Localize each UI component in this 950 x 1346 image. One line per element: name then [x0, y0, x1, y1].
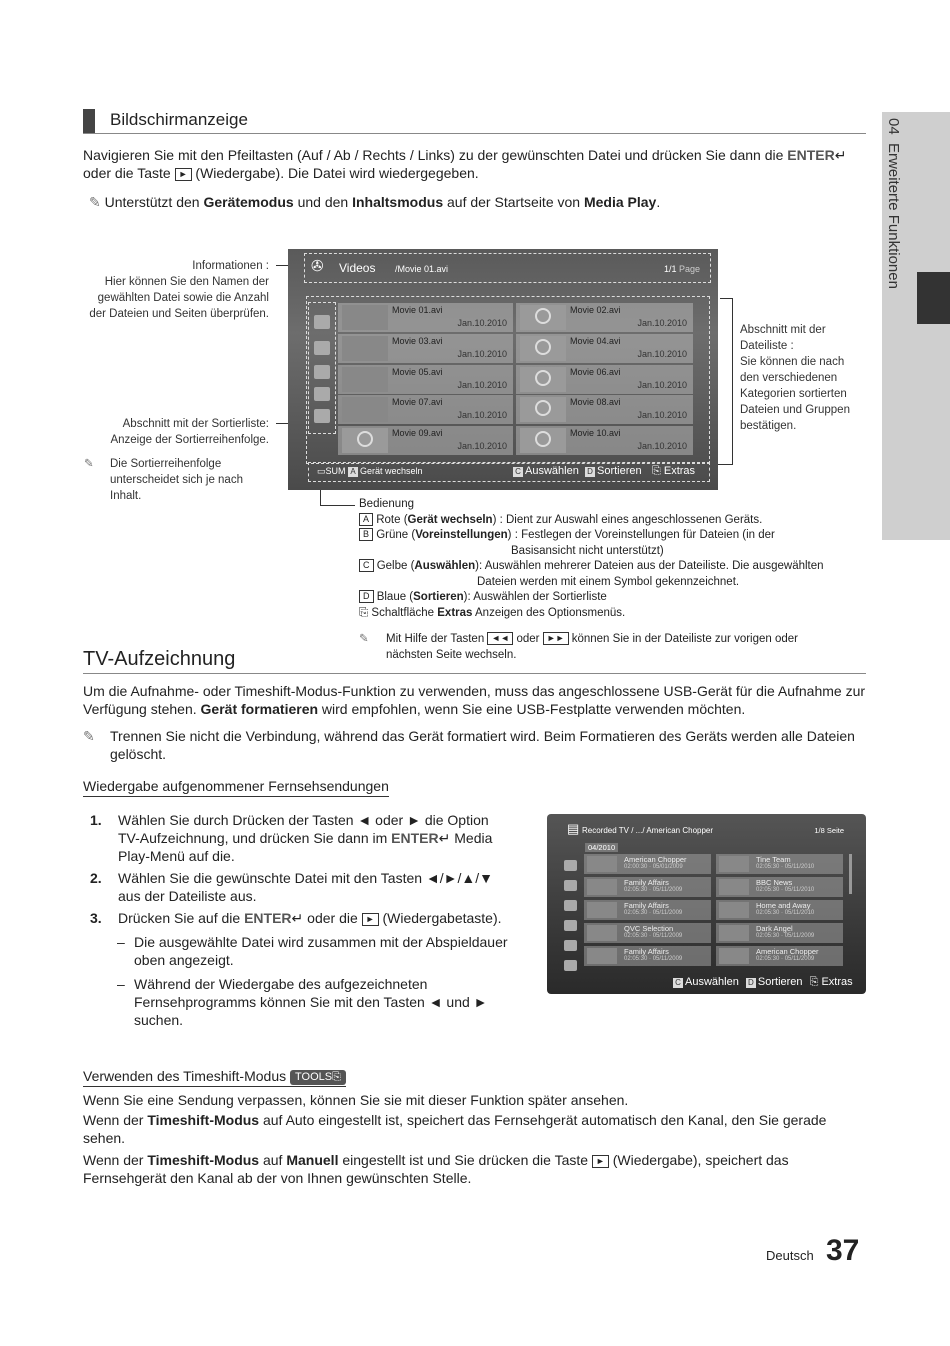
file-tile[interactable]: Movie 04.avi Jan.10.2010: [516, 334, 693, 363]
bedienung-title: Bedienung: [359, 498, 414, 510]
note-pencil-icon: ✎: [89, 194, 101, 210]
recording-tile[interactable]: Tine Team 02:05:30 · 05/11/2010: [716, 854, 843, 874]
sort-channel-icon[interactable]: [564, 920, 577, 931]
file-tile[interactable]: Movie 08.avi Jan.10.2010: [516, 395, 693, 424]
extras-button[interactable]: ⎘ Extras: [652, 465, 696, 477]
recording-tile[interactable]: Family Affairs 02:05:30 · 05/11/2009: [584, 946, 711, 966]
heading-text: Bildschirmanzeige: [110, 110, 248, 129]
label-informationen: Informationen : Hier können Sie den Namen der gewählten Datei sowie die Anzahl der Dateien und Seiten überprüfen.: [89, 260, 269, 320]
sort-star-icon[interactable]: [564, 960, 577, 971]
note-pencil-icon: ✎: [359, 633, 369, 645]
tools-icon: ⎘: [809, 976, 819, 988]
screen-title: Videos: [339, 261, 376, 275]
section-heading-tv-aufzeichnung: TV-Aufzeichnung: [83, 648, 236, 670]
film-reel-icon: [535, 339, 551, 355]
play-icon: ►: [175, 168, 192, 181]
sort-folder-icon[interactable]: [564, 860, 577, 871]
intro-paragraph: Navigieren Sie mit den Pfeiltasten (Auf / Ab / Rechts / Links) zu der gewünschten Datei und drücken Sie dann die ENTER↵ oder die Taste ► (Wiedergabe). Die Datei wird wiedergegeben.: [83, 147, 847, 181]
footer-language: Deutsch: [766, 1248, 814, 1263]
step-1: 1. Wählen Sie durch Drücken der Tasten ◄ oder ► die Option TV-Aufzeichnung, und drücken Sie dann im ENTER↵ Media Play-Menü auf die.: [90, 812, 493, 864]
recorded-control-bar: [673, 976, 853, 989]
file-tile[interactable]: Movie 06.avi Jan.10.2010: [516, 365, 693, 394]
film-reel-icon: [357, 431, 373, 447]
file-tile[interactable]: Movie 02.avi Jan.10.2010: [516, 303, 693, 332]
note-sortierreihenfolge: ✎ Die Sortierreihenfolge unterscheidet sich je nach Inhalt.: [84, 458, 243, 502]
note-pencil-icon: ✎: [84, 458, 94, 470]
select-button[interactable]: C Auswählen: [673, 976, 739, 988]
subheading-wiedergabe: Wiedergabe aufgenommener Fernsehsendungen: [83, 777, 389, 797]
film-reel-icon: [535, 370, 551, 386]
tools-icon: ⎘: [332, 1071, 341, 1083]
bedienung-item-red: A Rote (Gerät wechseln) : Dient zur Auswahl eines angeschlossenen Geräts.: [359, 513, 829, 529]
page-count: 1/1: [663, 264, 677, 274]
control-bar: [308, 462, 710, 482]
bedienung-item-blue: D Blaue (Sortieren): Auswählen der Sortierliste: [359, 590, 829, 606]
file-tile[interactable]: Movie 05.avi Jan.10.2010: [338, 365, 513, 394]
page-word: Page: [678, 264, 700, 274]
recording-tile[interactable]: BBC News 02:05:30 · 05/11/2010: [716, 877, 843, 897]
label-dateiliste: Abschnitt mit der Dateiliste : Sie können die nach den verschiedenen Kategorien sortierten Dateien und Gruppen bestätigen.: [740, 324, 850, 432]
file-tile[interactable]: Movie 01.avi Jan.10.2010: [338, 303, 513, 332]
enter-icon: ↵: [438, 830, 451, 846]
note-pencil-icon: ✎: [83, 728, 95, 744]
step-2: 2. Wählen Sie die gewünschte Datei mit den Tasten ◄/►/▲/▼ aus der Dateiliste aus.: [90, 870, 494, 904]
rewind-icon: ◄◄: [487, 632, 513, 645]
tools-badge: TOOLS⎘: [290, 1070, 346, 1085]
subheading-timeshift: Verwenden des Timeshift-Modus TOOLS⎘: [83, 1067, 346, 1087]
recording-tile[interactable]: American Chopper 02:00:30 · 05/01/2009: [584, 854, 711, 874]
sort-calendar-icon[interactable]: [564, 880, 577, 891]
bedienung-item-yellow: C Gelbe (Auswählen): Auswählen mehrerer Dateien aus der Dateiliste. Die ausgewählten Dateien werden mit einem Symbol gekennzeichnet.: [359, 559, 829, 590]
file-tile[interactable]: Movie 09.avi Jan.10.2010: [338, 426, 513, 455]
device-change-control[interactable]: ▭SUM A Gerät wechseln: [317, 466, 423, 476]
file-tile[interactable]: Movie 10.avi Jan.10.2010: [516, 426, 693, 455]
media-play-screen: [288, 249, 718, 490]
tv-note-disconnect: ✎ Trennen Sie nicht die Verbindung, während das Gerät formatiert wird. Beim Formatieren des Geräts werden alle Dateien gelöscht.: [83, 728, 855, 762]
date-tab[interactable]: 04/2010: [585, 843, 618, 852]
device-icon: ▭: [317, 466, 326, 476]
page-number: 37: [826, 1234, 860, 1267]
enter-icon: ↵: [291, 910, 304, 926]
play-icon: ►: [592, 1155, 609, 1168]
sort-button[interactable]: D Sortieren: [585, 465, 642, 477]
info-bar: [304, 253, 711, 283]
bedienung-block: [359, 497, 829, 621]
recording-tile[interactable]: Home and Away 02:05:30 · 05/11/2010: [716, 900, 843, 920]
file-path: /Movie 01.avi: [395, 264, 449, 274]
section-heading-bildschirmanzeige: [83, 107, 866, 134]
sort-list: [563, 858, 580, 968]
timeshift-paragraph-1: Wenn Sie eine Sendung verpassen, können Sie sie mit dieser Funktion später ansehen.: [83, 1092, 629, 1108]
bedienung-item-green: B Grüne (Voreinstellungen) : Festlegen der Voreinstellungen für Dateien (in der Basisansicht nicht unterstützt): [359, 528, 829, 559]
select-button[interactable]: C Auswählen: [513, 465, 579, 477]
timeshift-paragraph-3: Wenn der Timeshift-Modus auf Manuell eingestellt ist und Sie drücken die Taste ► (Wiedergabe), speichert das Fernsehgerät den Kanal ab der von Ihnen gewünschten Stelle.: [83, 1152, 789, 1186]
label-sortierliste: Abschnitt mit der Sortierliste: Anzeige der Sortierreihenfolge.: [110, 418, 269, 446]
file-tile[interactable]: Movie 03.avi Jan.10.2010: [338, 334, 513, 363]
recorded-path: Recorded TV / .../ American Chopper: [582, 826, 714, 835]
step-3: 3. Drücken Sie auf die ENTER↵ oder die ► (Wiedergabetaste).: [90, 910, 502, 926]
enter-icon: ↵: [834, 147, 847, 163]
sort-list-icon[interactable]: [564, 900, 577, 911]
recording-tile[interactable]: Dark Angel 02:05:30 · 05/11/2009: [716, 923, 843, 943]
dash-item-1: – Die ausgewählte Datei wird zusammen mit der Abspieldauer oben angezeigt.: [117, 934, 508, 968]
chapter-label: [885, 118, 913, 418]
chapter-marker: [917, 272, 950, 324]
extras-button[interactable]: ⎘ Extras: [809, 976, 853, 988]
recording-tile[interactable]: Family Affairs 02:05:30 · 05/11/2009: [584, 877, 711, 897]
recording-tile[interactable]: QVC Selection 02:05:30 · 05/11/2009: [584, 923, 711, 943]
tv-intro-paragraph: Um die Aufnahme- oder Timeshift-Modus-Funktion zu verwenden, muss das angeschlossene USB-Gerät für die Aufnahme zur Verfügung stehen. Gerät formatieren wird empfohlen, wenn Sie eine USB-Festplatte verwenden möchten.: [83, 683, 866, 717]
recording-icon: ▤: [567, 821, 580, 836]
film-reel-icon: [535, 400, 551, 416]
chapter-number: 04: [885, 118, 902, 135]
file-tile[interactable]: Movie 07.avi Jan.10.2010: [338, 395, 513, 424]
steps-list: [90, 811, 510, 1029]
recorded-page: 1/8 Seite: [814, 826, 844, 835]
video-icon: ✇: [311, 258, 324, 275]
sort-person-icon[interactable]: [564, 940, 577, 951]
recorded-tv-screen: [547, 814, 866, 994]
forward-icon: ►►: [543, 632, 569, 645]
page-switch-note: ✎ Mit Hilfe der Tasten ◄◄ oder ►► können Sie in der Dateiliste zur vorigen oder nächsten Seite wechseln.: [359, 633, 799, 661]
film-reel-icon: [535, 308, 551, 324]
note-support: ✎ Unterstützt den Gerätemodus und den Inhaltsmodus auf der Startseite von Media Play.: [89, 194, 661, 210]
heading-divider: [83, 673, 866, 674]
tools-icon: ⎘: [652, 465, 661, 477]
tools-icon: ⎘: [359, 606, 369, 619]
play-icon: ►: [362, 913, 379, 926]
recording-tile[interactable]: American Chopper 02:05:30 · 05/11/2009: [716, 946, 843, 966]
sort-button[interactable]: D Sortieren: [746, 976, 803, 988]
heading-bar: [83, 109, 95, 133]
dash-item-2: – Während der Wiedergabe des aufgezeichneten Fernsehprogramms können Sie mit den Tasten ◄ und ► suchen.: [117, 976, 488, 1028]
timeshift-paragraph-2: Wenn der Timeshift-Modus auf Auto eingestellt ist, speichert das Fernsehgerät automatisch den Kanal, den Sie gerade sehen.: [83, 1112, 827, 1146]
bedienung-item-extras: ⎘ Schaltfläche Extras Anzeigen des Optionsmenüs.: [359, 606, 626, 619]
chapter-title: Erweiterte Funktionen: [885, 143, 902, 289]
recording-tile[interactable]: Family Affairs 02:05:30 · 05/11/2009: [584, 900, 711, 920]
scrollbar[interactable]: [849, 854, 852, 894]
film-reel-icon: [535, 431, 551, 447]
